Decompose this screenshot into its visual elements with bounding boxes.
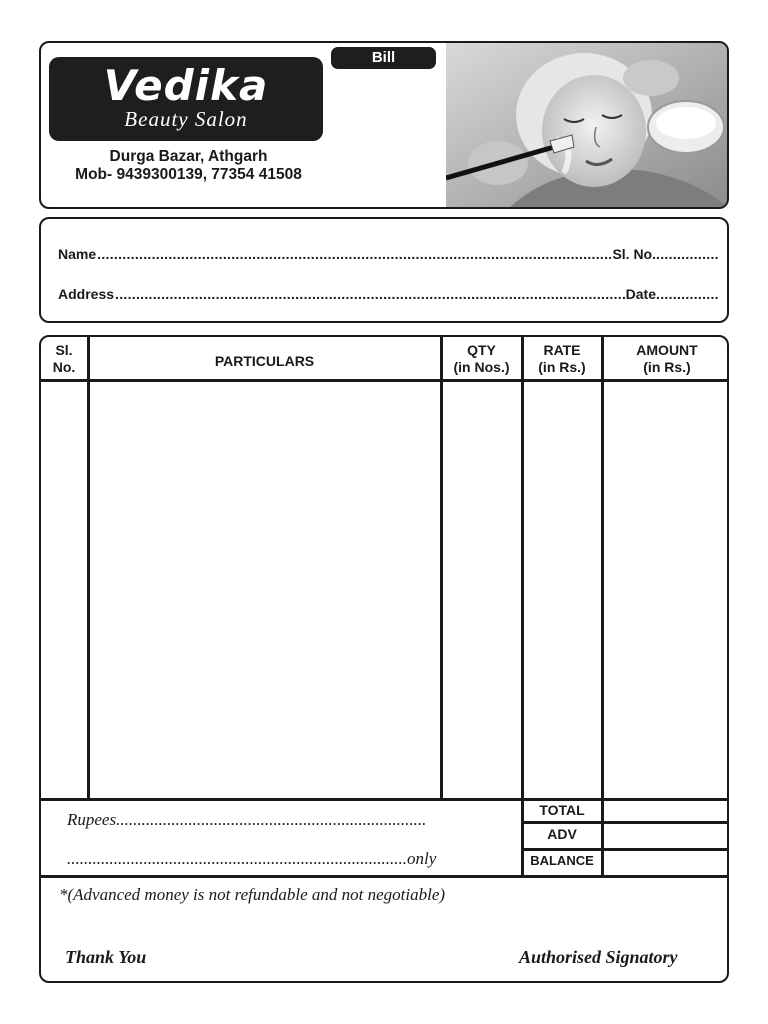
balance-label: BALANCE <box>530 853 594 868</box>
date-label: Date <box>625 286 656 302</box>
sl-no-field[interactable] <box>656 246 718 262</box>
footer-divider <box>41 875 729 878</box>
col-divider-4 <box>601 337 604 877</box>
rupees-in-words-line[interactable]: Rupees......................................................................... <box>67 810 427 829</box>
col-divider-2 <box>440 337 443 800</box>
brand-subtitle: Beauty Salon <box>124 107 248 131</box>
facial-treatment-photo <box>446 43 729 209</box>
address-label: Address <box>58 286 115 302</box>
address-field[interactable] <box>115 286 625 302</box>
sl-no-label: Sl. No. <box>612 246 656 262</box>
header-divider <box>41 379 729 382</box>
summary-divider <box>41 798 729 801</box>
name-row <box>58 246 718 264</box>
bill-header <box>39 41 729 209</box>
adv-label: ADV <box>547 826 577 842</box>
brand-name: Vedika <box>103 61 269 110</box>
col-header-sl-no: Sl. No. <box>52 342 76 375</box>
address-row <box>58 286 718 304</box>
col-header-particulars: PARTICULARS <box>214 353 315 369</box>
customer-details <box>39 217 729 323</box>
refund-note: *(Advanced money is not refundable and not negotiable) <box>59 885 446 904</box>
name-label: Name <box>58 246 97 262</box>
name-field[interactable] <box>97 246 611 262</box>
thank-you-text: Thank You <box>65 947 147 967</box>
authorised-signatory: Authorised Signatory <box>519 947 678 967</box>
salon-mobile: Mob- 9439300139, 77354 41508 <box>75 166 302 183</box>
col-divider-1 <box>87 337 90 800</box>
col-header-amount: AMOUNT (in Rs.) <box>636 342 698 375</box>
total-label: TOTAL <box>539 802 585 818</box>
date-field[interactable] <box>656 286 718 302</box>
adv-balance-divider <box>521 848 729 851</box>
col-divider-3 <box>521 337 524 877</box>
bill-tag: Bill <box>331 47 436 69</box>
salon-address: Durga Bazar, Athgarh <box>109 148 268 165</box>
rupees-only-line[interactable]: ................................................................................only <box>67 849 437 868</box>
items-table <box>39 335 729 983</box>
total-adv-divider <box>521 821 729 824</box>
col-header-qty: QTY (in Nos.) <box>453 342 510 375</box>
col-header-rate: RATE (in Rs.) <box>538 342 586 375</box>
salon-logo <box>49 57 323 141</box>
